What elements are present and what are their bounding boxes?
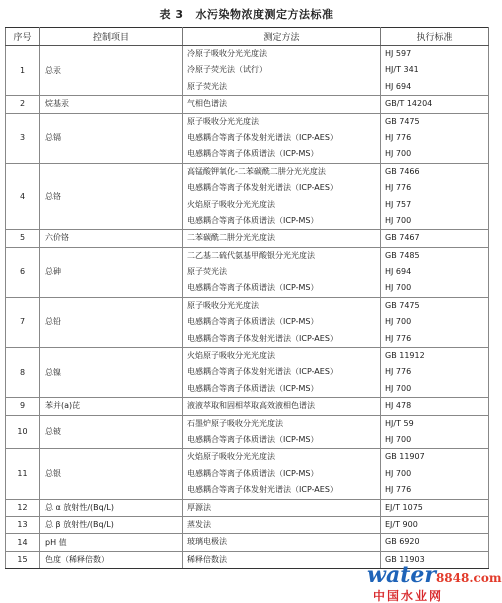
row-index: 5 (6, 230, 40, 247)
control-item: 色度（稀释倍数） (40, 551, 183, 568)
standard-line: GB 11903 (385, 554, 425, 564)
standard-line: GB 7485 (385, 250, 420, 260)
header-item: 控制项目 (40, 28, 183, 46)
control-item: 总 α 放射性/(Bq/L) (40, 499, 183, 516)
row-index: 6 (6, 247, 40, 297)
method-line: 电感耦合等离子体质谱法（ICP-MS） (187, 283, 319, 293)
standard-line: GB 6920 (385, 537, 420, 547)
standard-line: HJ 597 (385, 49, 412, 58)
standard-line: GB 7466 (385, 166, 420, 176)
standard-cell (381, 398, 489, 415)
method-cell (183, 230, 381, 247)
standard-line: HJ 700 (385, 434, 412, 444)
method-cell (183, 46, 381, 96)
method-line: 气相色谱法 (187, 99, 227, 109)
method-cell (183, 96, 381, 113)
standard-line: GB 11912 (385, 351, 425, 361)
method-cell (183, 415, 381, 449)
row-index: 7 (6, 297, 40, 347)
method-line: 电感耦合等离子体发射光谱法（ICP-AES） (187, 367, 338, 377)
method-line: 原子吸收分光光度法 (187, 116, 259, 126)
watermark-brand-number: 8848 (435, 571, 470, 585)
standard-line: HJ 694 (385, 267, 412, 277)
method-cell (183, 297, 381, 347)
method-line: 电感耦合等离子体质谱法（ICP-MS） (187, 468, 319, 478)
standard-line: EJ/T 900 (385, 519, 418, 529)
table-row (6, 46, 489, 96)
standard-line: HJ 700 (385, 383, 412, 393)
method-line: 厚源法 (187, 502, 211, 512)
table-body (6, 46, 489, 569)
row-index: 8 (6, 348, 40, 398)
method-line: 电感耦合等离子体发射光谱法（ICP-AES） (187, 183, 338, 193)
standard-line: HJ 700 (385, 215, 412, 225)
table-caption: 水污染物浓度测定方法标准 (195, 8, 334, 21)
method-line: 火焰原子吸收分光光度法 (187, 452, 275, 462)
row-index: 11 (6, 449, 40, 499)
header-standard: 执行标准 (381, 28, 489, 46)
method-line: 原子荧光法 (187, 267, 227, 277)
method-line: 原子荧光法 (187, 81, 227, 91)
table-row (6, 113, 489, 163)
watermark-logo (367, 562, 502, 603)
control-item: 总银 (40, 449, 183, 499)
table-title (0, 6, 493, 22)
watermark-brand (367, 562, 502, 589)
control-item: 总砷 (40, 247, 183, 297)
method-cell (183, 163, 381, 230)
method-line: 电感耦合等离子体质谱法（ICP-MS） (187, 317, 319, 327)
method-cell (183, 247, 381, 297)
table-row (6, 230, 489, 247)
method-line: 电感耦合等离子体质谱法（ICP-MS） (187, 215, 319, 225)
standard-cell (381, 348, 489, 398)
row-index: 1 (6, 46, 40, 96)
row-index: 13 (6, 516, 40, 533)
control-item: 苯并(a)芘 (40, 398, 183, 415)
standard-cell (381, 499, 489, 516)
method-line: 火焰原子吸收分光光度法 (187, 351, 275, 361)
method-line: 火焰原子吸收分光光度法 (187, 199, 275, 209)
standard-line: HJ 776 (385, 183, 412, 193)
standard-line: HJ 700 (385, 317, 412, 327)
standard-line: HJ/T 59 (385, 418, 414, 428)
standard-cell (381, 247, 489, 297)
table-row (6, 516, 489, 533)
control-item: pH 值 (40, 534, 183, 551)
method-cell (183, 113, 381, 163)
standard-line: HJ 776 (385, 485, 412, 495)
standard-cell (381, 96, 489, 113)
header-method: 测定方法 (183, 28, 381, 46)
table-number: 表 3 (159, 8, 184, 21)
standard-cell (381, 516, 489, 533)
method-line: 石墨炉原子吸收分光光度法 (187, 418, 283, 428)
standard-cell (381, 46, 489, 96)
method-line: 二苯碳酰二肼分光光度法 (187, 233, 275, 243)
method-line: 电感耦合等离子体质谱法（ICP-MS） (187, 383, 319, 393)
method-line: 原子吸收分光光度法 (187, 300, 259, 310)
standard-cell (381, 415, 489, 449)
header-index: 序号 (6, 28, 40, 46)
standard-cell (381, 163, 489, 230)
control-item: 总铬 (40, 163, 183, 230)
table-row (6, 415, 489, 449)
row-index: 10 (6, 415, 40, 449)
standard-cell (381, 297, 489, 347)
table-row (6, 499, 489, 516)
row-index: 12 (6, 499, 40, 516)
standard-cell (381, 230, 489, 247)
row-index: 9 (6, 398, 40, 415)
standards-table (5, 27, 489, 569)
standard-line: HJ 776 (385, 367, 412, 377)
row-index: 4 (6, 163, 40, 230)
table-row (6, 163, 489, 230)
standard-line: HJ 700 (385, 468, 412, 478)
method-line: 电感耦合等离子体发射光谱法（ICP-AES） (187, 132, 338, 142)
method-line: 电感耦合等离子体发射光谱法（ICP-AES） (187, 333, 338, 343)
method-line: 玻璃电极法 (187, 537, 227, 547)
watermark-brand-prefix: water (367, 562, 436, 588)
method-line: 稀释倍数法 (187, 554, 227, 564)
standard-line: HJ 700 (385, 149, 412, 159)
method-cell (183, 449, 381, 499)
standard-line: HJ 757 (385, 199, 412, 209)
standard-cell (381, 534, 489, 551)
method-cell (183, 348, 381, 398)
standard-line: HJ 776 (385, 333, 412, 343)
row-index: 2 (6, 96, 40, 113)
standard-line: GB 7475 (385, 300, 420, 310)
row-index: 15 (6, 551, 40, 568)
method-line: 电感耦合等离子体质谱法（ICP-MS） (187, 149, 319, 159)
control-item: 总 β 放射性/(Bq/L) (40, 516, 183, 533)
control-item: 总汞 (40, 46, 183, 96)
standard-line: HJ 478 (385, 401, 412, 411)
row-index: 14 (6, 534, 40, 551)
control-item: 总镍 (40, 348, 183, 398)
method-line: 冷原子荧光法（试行） (187, 65, 267, 75)
control-item: 六价铬 (40, 230, 183, 247)
table-row (6, 398, 489, 415)
method-line: 冷原子吸收分光光度法 (187, 49, 267, 58)
table-row (6, 449, 489, 499)
watermark-chinese: 中国水业网 (373, 589, 444, 603)
table-row (6, 534, 489, 551)
standard-line: GB 7467 (385, 233, 420, 243)
standard-line: GB 11907 (385, 452, 425, 462)
row-index: 3 (6, 113, 40, 163)
method-cell (183, 516, 381, 533)
method-line: 高锰酸钾氧化-二苯碳酰二肼分光光度法 (187, 166, 326, 176)
method-cell (183, 534, 381, 551)
method-line: 电感耦合等离子体质谱法（ICP-MS） (187, 434, 319, 444)
method-line: 二乙基二硫代氨基甲酸银分光光度法 (187, 250, 315, 260)
table-row (6, 247, 489, 297)
method-line: 蒸发法 (187, 519, 211, 529)
standard-line: HJ 694 (385, 81, 412, 91)
standard-line: HJ/T 341 (385, 65, 419, 75)
standard-cell (381, 113, 489, 163)
standard-line: HJ 776 (385, 132, 412, 142)
standard-line: HJ 700 (385, 283, 412, 293)
control-item: 总镉 (40, 113, 183, 163)
control-item: 总铍 (40, 415, 183, 449)
method-line: 电感耦合等离子体发射光谱法（ICP-AES） (187, 485, 338, 495)
method-cell (183, 398, 381, 415)
method-cell (183, 551, 381, 568)
method-line: 液液萃取和固相萃取高效液相色谱法 (187, 401, 315, 411)
control-item: 烷基汞 (40, 96, 183, 113)
table-row (6, 297, 489, 347)
control-item: 总铅 (40, 297, 183, 347)
table-row (6, 96, 489, 113)
standard-line: GB/T 14204 (385, 99, 433, 109)
table-row (6, 348, 489, 398)
standard-line: GB 7475 (385, 116, 420, 126)
standard-cell (381, 449, 489, 499)
header-row (6, 28, 489, 46)
standard-line: EJ/T 1075 (385, 502, 423, 512)
method-cell (183, 499, 381, 516)
watermark-brand-suffix: .com (469, 571, 502, 585)
